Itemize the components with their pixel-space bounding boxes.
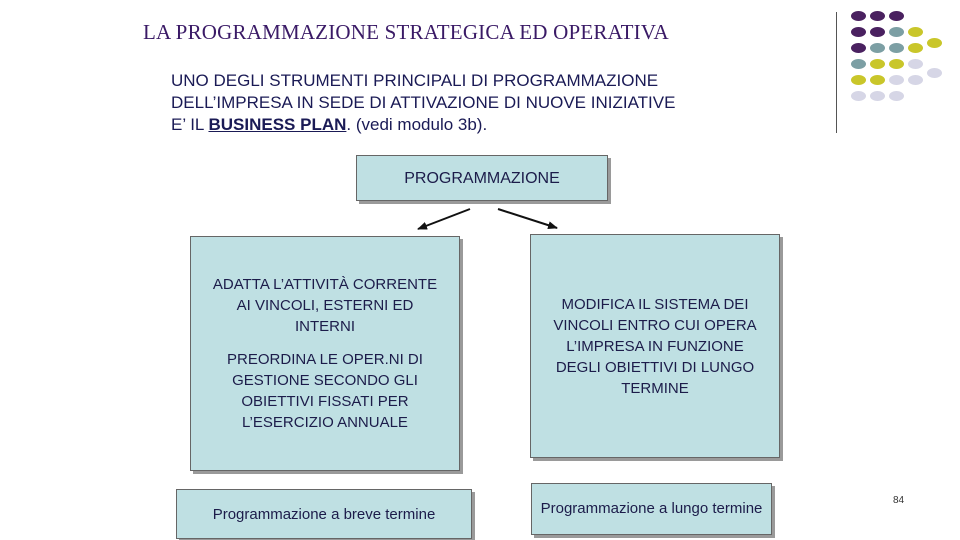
page-number: 84: [893, 495, 905, 506]
intro-line-2: DELL’IMPRESA IN SEDE DI ATTIVAZIONE DI NUOVE INIZIATIVE: [171, 93, 676, 112]
long-term-para-1: MODIFICA IL SISTEMA DEI VINCOLI ENTRO CUI OPERA L’IMPRESA IN FUNZIONE DEGLI OBIETTIVI DI LUNGO TERMINE: [553, 295, 757, 397]
intro-line-3-prefix: E’ IL: [171, 115, 209, 134]
intro-line-1: UNO DEGLI STRUMENTI PRINCIPALI DI PROGRAMMAZIONE: [171, 71, 659, 90]
business-plan-term: BUSINESS PLAN: [208, 115, 347, 134]
arrow-to-short-term: [418, 209, 470, 229]
root-node-label: PROGRAMMAZIONE: [404, 169, 560, 187]
short-term-label: Programmazione a breve termine: [212, 505, 436, 523]
short-term-description-node: [190, 236, 460, 471]
short-term-para-2: PREORDINA LE OPER.NI DI GESTIONE SECONDO GLI OBIETTIVI FISSATI PER L’ESERCIZIO ANNUALE: [227, 351, 423, 431]
long-term-label-node: [531, 483, 772, 535]
long-term-description-node: [530, 234, 780, 458]
slide-title: LA PROGRAMMAZIONE STRATEGICA ED OPERATIVA: [143, 20, 669, 44]
short-term-para-1: ADATTA L’ATTIVITÀ CORRENTE AI VINCOLI, ESTERNI ED INTERNI: [212, 276, 438, 335]
arrow-to-long-term: [498, 209, 557, 228]
long-term-label: Programmazione a lungo termine: [540, 500, 763, 517]
short-term-label-node: [176, 489, 472, 539]
intro-line-3-suffix: . (vedi modulo 3b).: [346, 115, 488, 134]
